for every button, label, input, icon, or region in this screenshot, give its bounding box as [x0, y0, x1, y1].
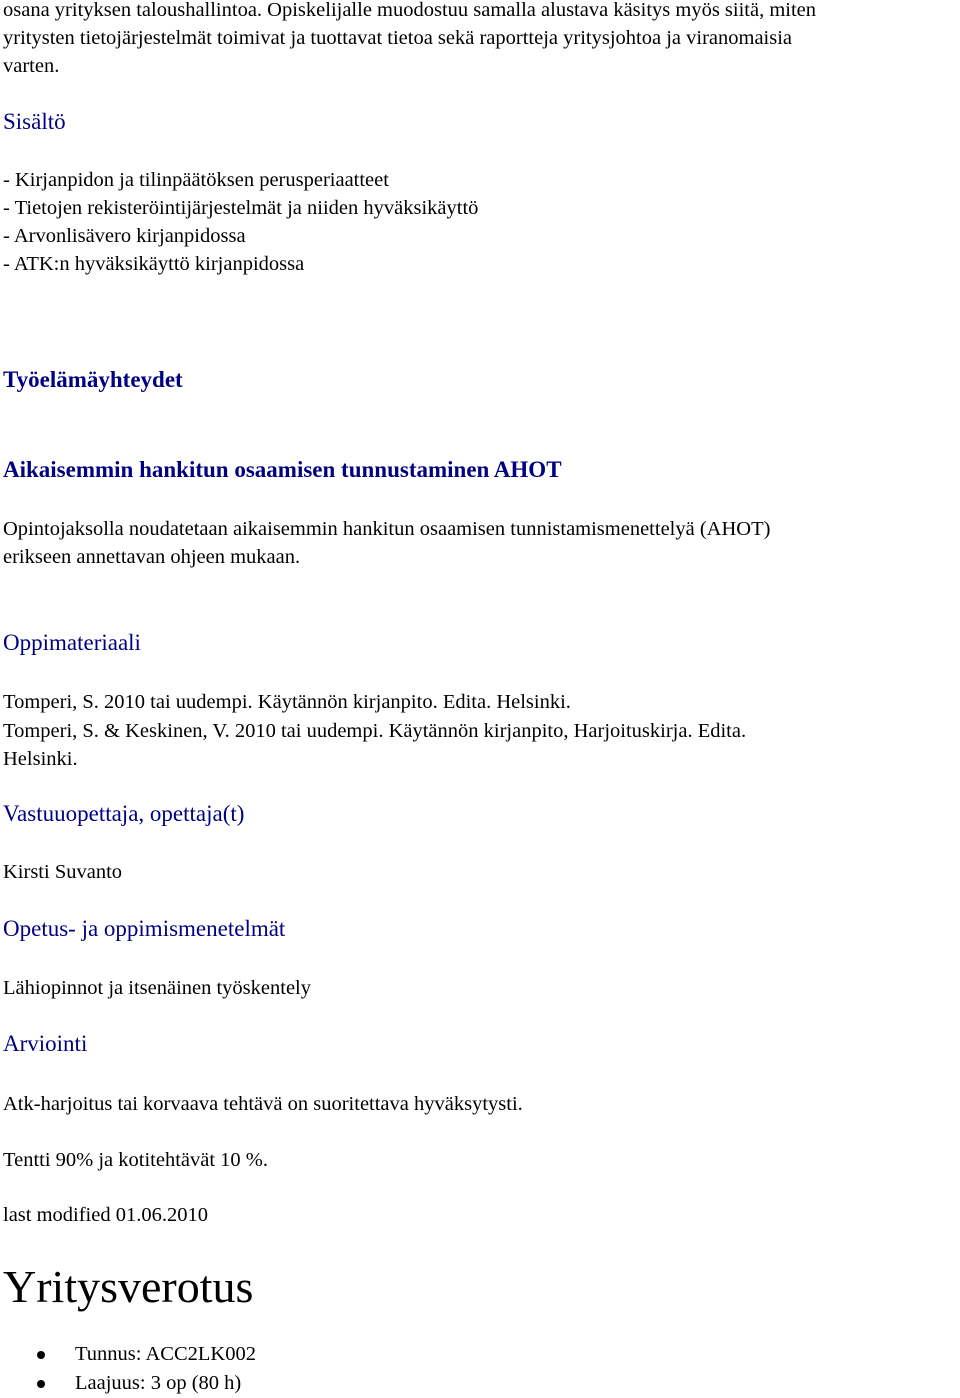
course-code: Tunnus: ACC2LK002: [75, 1343, 256, 1365]
content-list-item: - Arvonlisävero kirjanpidossa: [3, 225, 246, 247]
course-scope: Laajuus: 3 op (80 h): [75, 1372, 242, 1394]
section-heading-vastuuopettaja: Vastuuopettaja, opettaja(t): [3, 801, 245, 826]
section-heading-tyoelamayhteydet: Työelämäyhteydet: [3, 367, 183, 392]
page-title-yritysverotus: Yritysverotus: [3, 1261, 254, 1312]
intro-line: osana yrityksen taloushallintoa. Opiskelijalle muodostuu samalla alustava käsitys myös siitä, miten: [3, 0, 817, 21]
ahot-text: Opintojaksolla noudatetaan aikaisemmin hankitun osaamisen tunnistamismenettelyä (AHOT): [3, 518, 771, 540]
material-reference: Tomperi, S. & Keskinen, V. 2010 tai uudempi. Käytännön kirjanpito, Harjoituskirja. Edita.: [3, 720, 747, 742]
content-list-item: - ATK:n hyväksikäyttö kirjanpidossa: [3, 253, 305, 275]
content-list-item: - Kirjanpidon ja tilinpäätöksen perusperiaatteet: [3, 169, 389, 191]
section-heading-arviointi: Arviointi: [3, 1031, 88, 1056]
section-heading-ahot: Aikaisemmin hankitun osaamisen tunnustaminen AHOT: [3, 457, 562, 482]
intro-line: varten.: [3, 55, 60, 77]
content-list-item: - Tietojen rekisteröintijärjestelmät ja niiden hyväksikäyttö: [3, 197, 479, 219]
section-heading-sisalto: Sisältö: [3, 109, 66, 134]
assessment-text: Tentti 90% ja kotitehtävät 10 %.: [3, 1149, 268, 1171]
bullet-icon: [37, 1351, 45, 1359]
bullet-icon: [37, 1380, 45, 1388]
section-heading-opetus: Opetus- ja oppimismenetelmät: [3, 916, 286, 941]
list-item: [3, 1369, 256, 1398]
teaching-methods: Lähiopinnot ja itsenäinen työskentely: [3, 977, 312, 999]
assessment-text: Atk-harjoitus tai korvaava tehtävä on suoritettava hyväksytysti.: [3, 1093, 523, 1115]
material-reference: Tomperi, S. 2010 tai uudempi. Käytännön kirjanpito. Edita. Helsinki.: [3, 691, 571, 713]
section-heading-oppimateriaali: Oppimateriaali: [3, 630, 141, 655]
course-info-list: [3, 1340, 256, 1398]
teacher-name: Kirsti Suvanto: [3, 861, 123, 883]
material-reference: Helsinki.: [3, 748, 78, 770]
last-modified: last modified 01.06.2010: [3, 1204, 208, 1226]
list-item: [3, 1340, 256, 1369]
ahot-text: erikseen annettavan ohjeen mukaan.: [3, 546, 301, 568]
intro-line: yritysten tietojärjestelmät toimivat ja tuottavat tietoa sekä raportteja yritysjohtoa ja viranomaisia: [3, 27, 793, 49]
